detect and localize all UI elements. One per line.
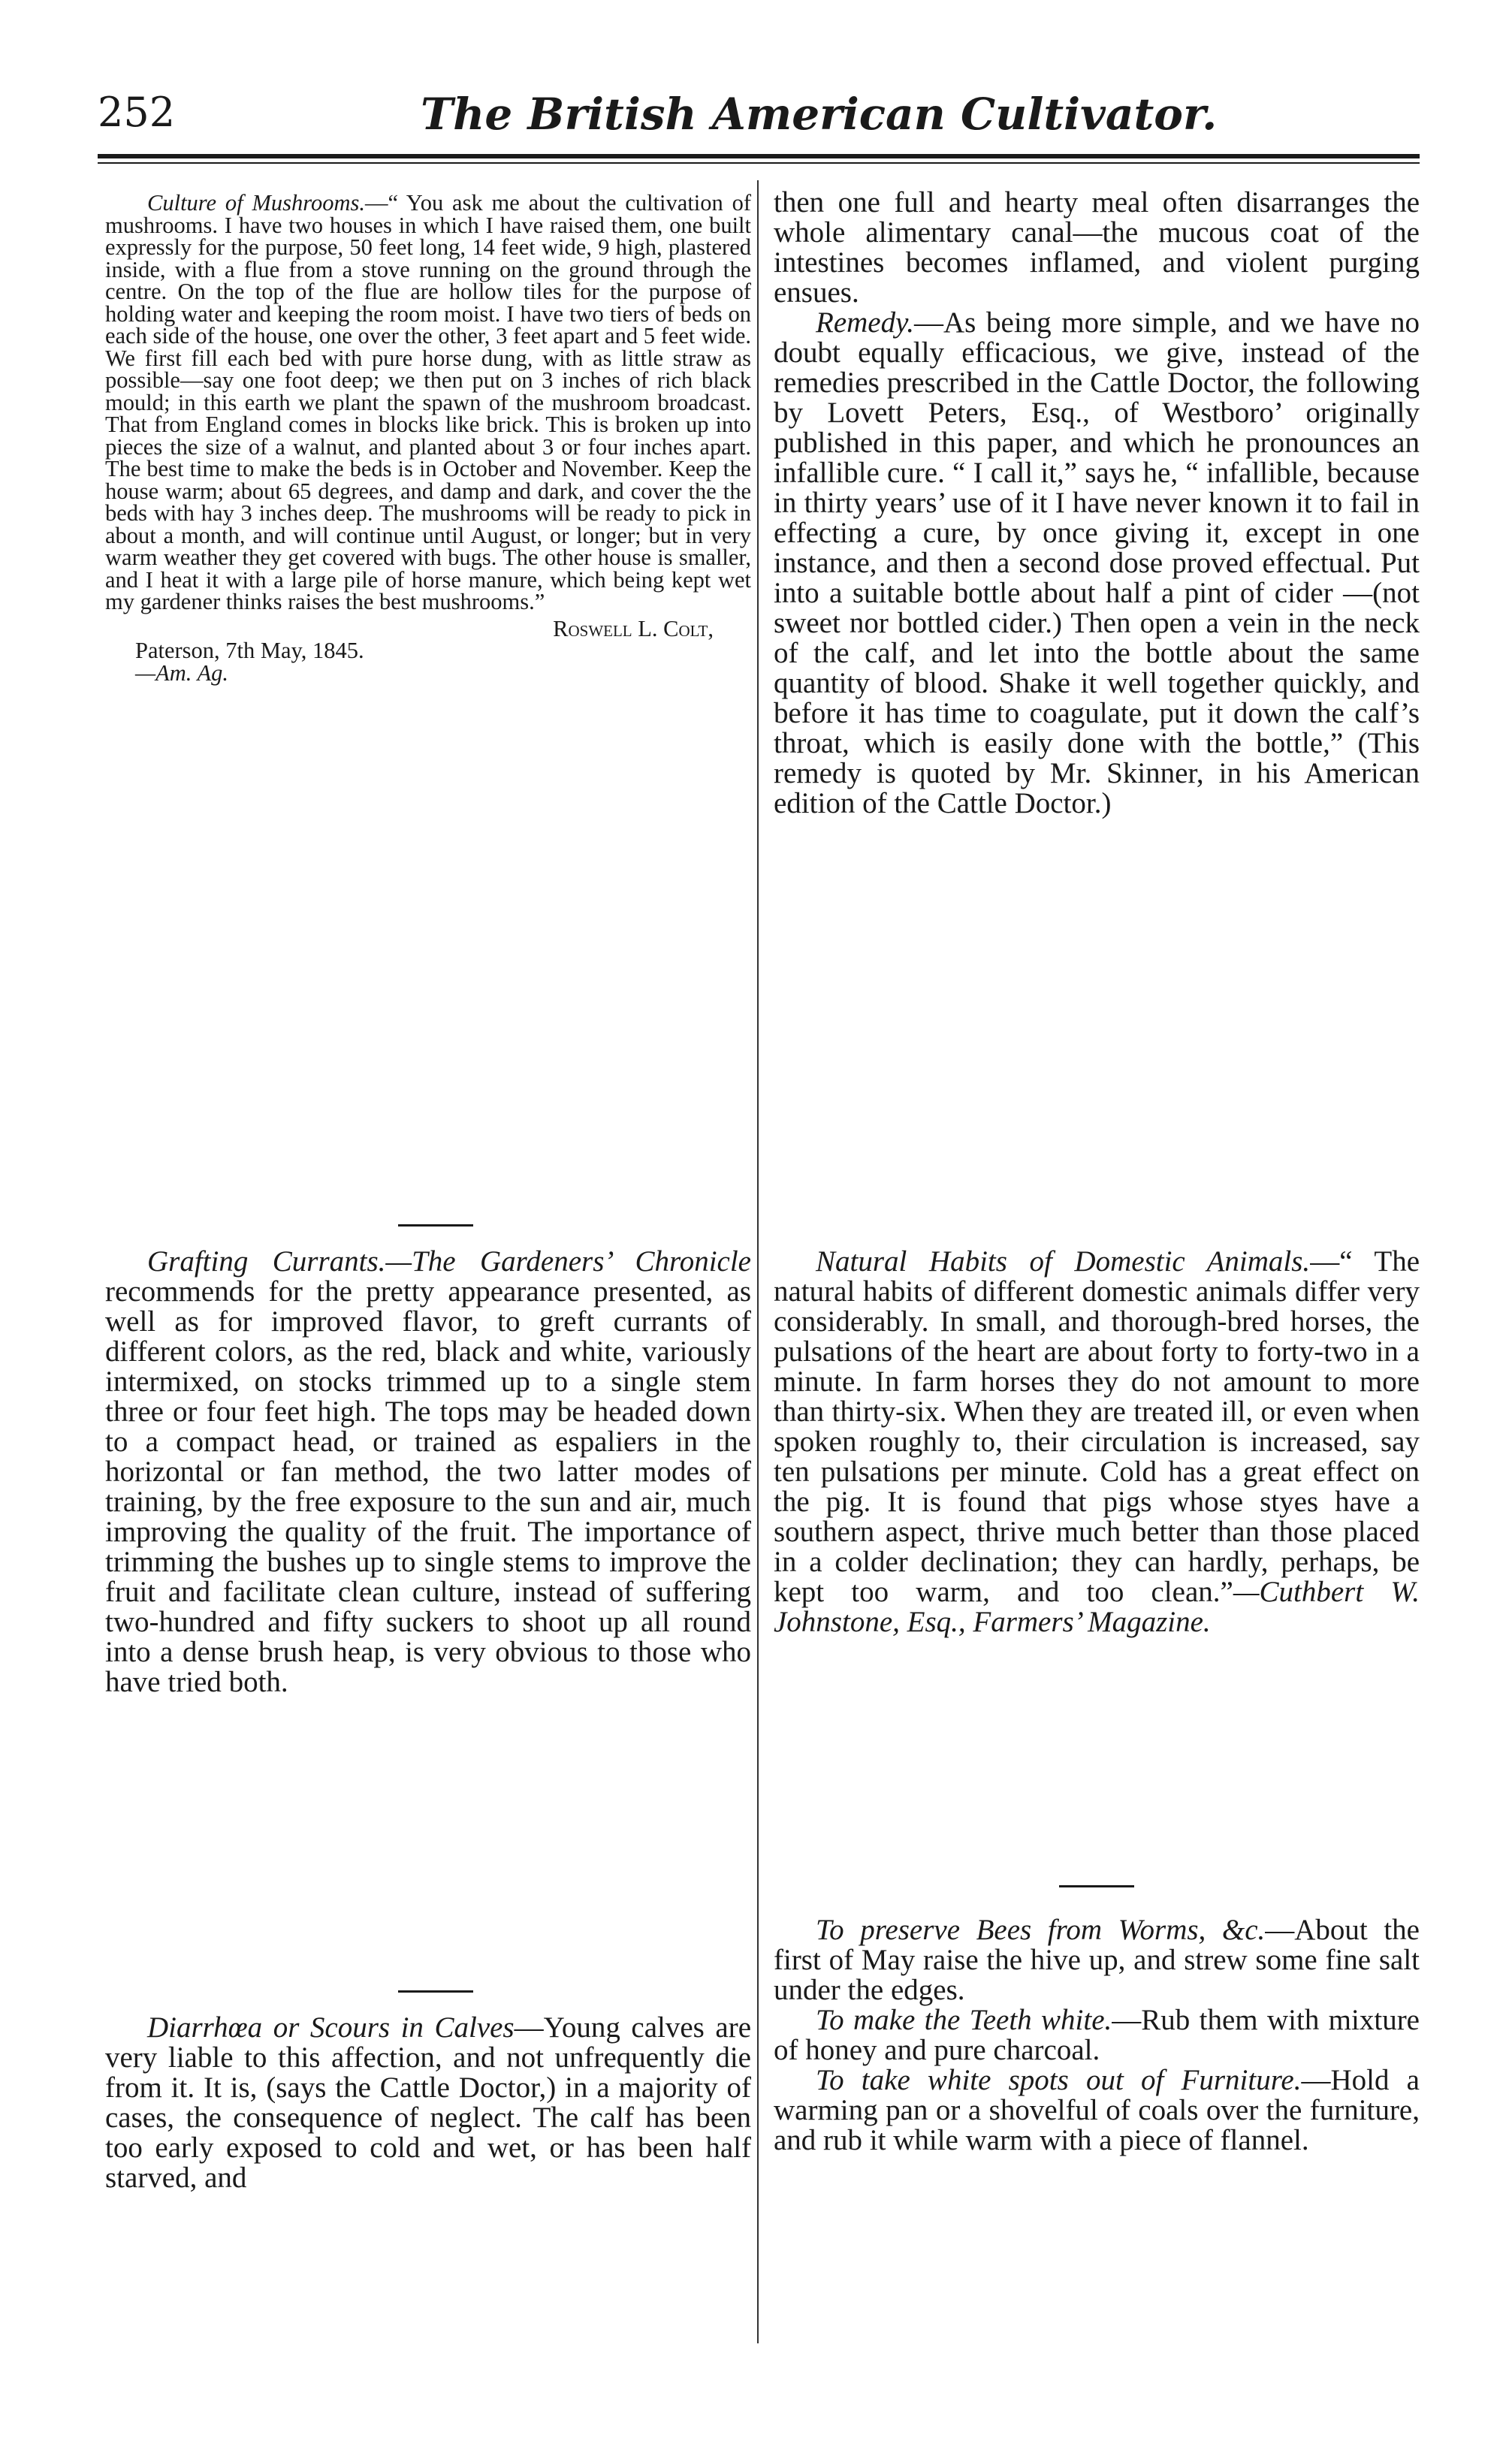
header-rule-thin — [98, 162, 1420, 164]
teeth-body: —Rub them with mixture of honey and pure charcoal. — [774, 2004, 1420, 2066]
bees-heading: To preserve Bees from Worms, &c. — [816, 1914, 1266, 1946]
habits-heading: Natural Habits of Domestic Animals. — [816, 1245, 1311, 1278]
page-number: 252 — [98, 89, 176, 136]
mushrooms-body: —“ You ask me about the cultivation of mushrooms. I have two houses in which I have raised them, one built expressly for the purpose, 50 feet long, 14 feet wide, 9 high, plastered inside, with a flue from a stove running on the ground through the centre. On the top of the flue are hollow tiles for the purpose of holding water and keeping the room moist. I have two tiers of beds on each side of the house, one over the other, 3 feet apart and 5 feet wide. We first fill each bed with pure horse dung, with as little straw as possible—say one foot deep; we then put on 3 inches of rich black mould; in this earth we plant the spawn of the mushroom broadcast. That from England comes in blocks like brick. This is broken up into pieces the size of a walnut, and planted about 3 or four inches apart. The best time to make the beds is in October and November. Keep the house warm; about 65 degrees, and damp and dark, and cover the the beds with hay 3 inches deep. The mushrooms will be ready to pick in about a month, and will continue until August, or longer; but in very warm weather they get covered with bugs. The other house is smaller, and I heat it with a large pile of horse manure, which being kept wet my gardener thinks raises the best mushrooms.” — [105, 190, 752, 614]
mushrooms-signature: Roswell L. Colt, — [553, 615, 714, 641]
furniture-heading: To take white spots out of Furniture. — [816, 2064, 1302, 2096]
bees-body: —About the first of May raise the hive up, and strew some fine salt under the edges. — [774, 1914, 1420, 2006]
running-title: The British American Cultivator. — [421, 89, 1218, 140]
continued-text: then one full and hearty meal often disarranges the whole alimentary canal—the mucous coat of the intestines becomes inflamed, and violent purging ensues. — [774, 186, 1420, 309]
left-column — [105, 180, 751, 2388]
article-habits — [774, 1247, 1420, 1637]
page-header — [98, 89, 1420, 149]
mushrooms-heading: Culture of Mushrooms. — [147, 190, 365, 216]
divider-rule — [1059, 1885, 1134, 1887]
currants-body: recommends for the pretty appearance presented, as well as for improved flavor, to greft currants of different colors, as the red, black and white, variously intermixed, on stocks trimmed up to a single stem three or four feet high. The tops may be headed down to a compact head, or trained as espaliers in the horizontal or fan method, the two latter modes of training, by the free exposure to the sun and air, much improving the quality of the fruit. The importance of trimming the bushes up to single stems to improve the fruit and facilitate clean culture, instead of suffering two-hundred and fifty suckers to shoot up all round into a dense brush heap, is very obvious to those who have tried both. — [105, 1275, 751, 1698]
mushrooms-source: —Am. Ag. — [135, 659, 228, 686]
right-column — [774, 180, 1420, 2388]
currants-heading: Grafting Currants.—The Gardeners’ Chronicle — [147, 1245, 751, 1278]
diarrhoea-body: —Young calves are very liable to this affection, and not unfrequently die from it. It is, (says the Cattle Doctor,) in a majority of cases, the consequence of neglect. The calf has been too early exposed to cold and wet, or has been half starved, and — [105, 2011, 751, 2194]
article-household-hints — [774, 1915, 1420, 2156]
divider-rule — [398, 1990, 473, 1993]
remedy-body: —As being more simple, and we have no doubt equally efficacious, we give, instead of the remedies prescribed in the Cattle Doctor, the following by Lovett Peters, Esq., of Westboro’ originally published in this paper, and which he pronounces an infallible cure. “ I call it,” says he, “ infallible, because in thirty years’ use of it I have never known it to fail in effecting a cure, by once giving it, except in one instance, and then a second dose proved effectual. Put into a suitable bottle about half a pint of cider —(not sweet nor bottled cider.) Then open a vein in the neck of the calf, and let into the bottle about the same quantity of blood. Shake it well together quickly, and before it has time to coagulate, put it down the calf’s throat, which is easily done with the bottle,” (This remedy is quoted by Mr. Skinner, in his American edition of the Cattle Doctor.) — [774, 306, 1420, 819]
article-mushrooms — [105, 192, 751, 684]
mushrooms-place-date: Paterson, 7th May, 1845. — [135, 638, 364, 663]
habits-body: —“ The natural habits of different domestic animals differ very considerably. In small, and thorough-bred horses, the pulsations of the heart are about forty to forty-two in a minute. In farm horses they do not amount to more than thirty-six. When they are treated ill, or even when spoken roughly to, their circulation is increased, say ten pulsations per minute. Cold has a great effect on the pig. It is found that pigs whose styes have a southern aspect, thrive much better than those placed in a colder declination; they can hardly, perhaps, be kept too warm, and too clean.” — [774, 1245, 1420, 1608]
header-rule-thick — [98, 154, 1420, 158]
habits-source: —Cuthbert W. Johnstone, Esq., Farmers’ Magazine. — [774, 1576, 1420, 1638]
article-diarrhoea — [105, 2013, 751, 2193]
furniture-body: —Hold a warming pan or a shovelful of coals over the furniture, and rub it while warm with a piece of flannel. — [774, 2064, 1420, 2156]
divider-rule — [398, 1224, 473, 1227]
column-divider — [757, 180, 759, 2343]
article-currants — [105, 1247, 751, 1697]
diarrhoea-heading: Diarrhœa or Scours in Calves — [147, 2011, 515, 2044]
remedy-heading: Remedy. — [816, 306, 915, 339]
article-continued — [774, 188, 1420, 819]
teeth-heading: To make the Teeth white. — [816, 2004, 1112, 2036]
